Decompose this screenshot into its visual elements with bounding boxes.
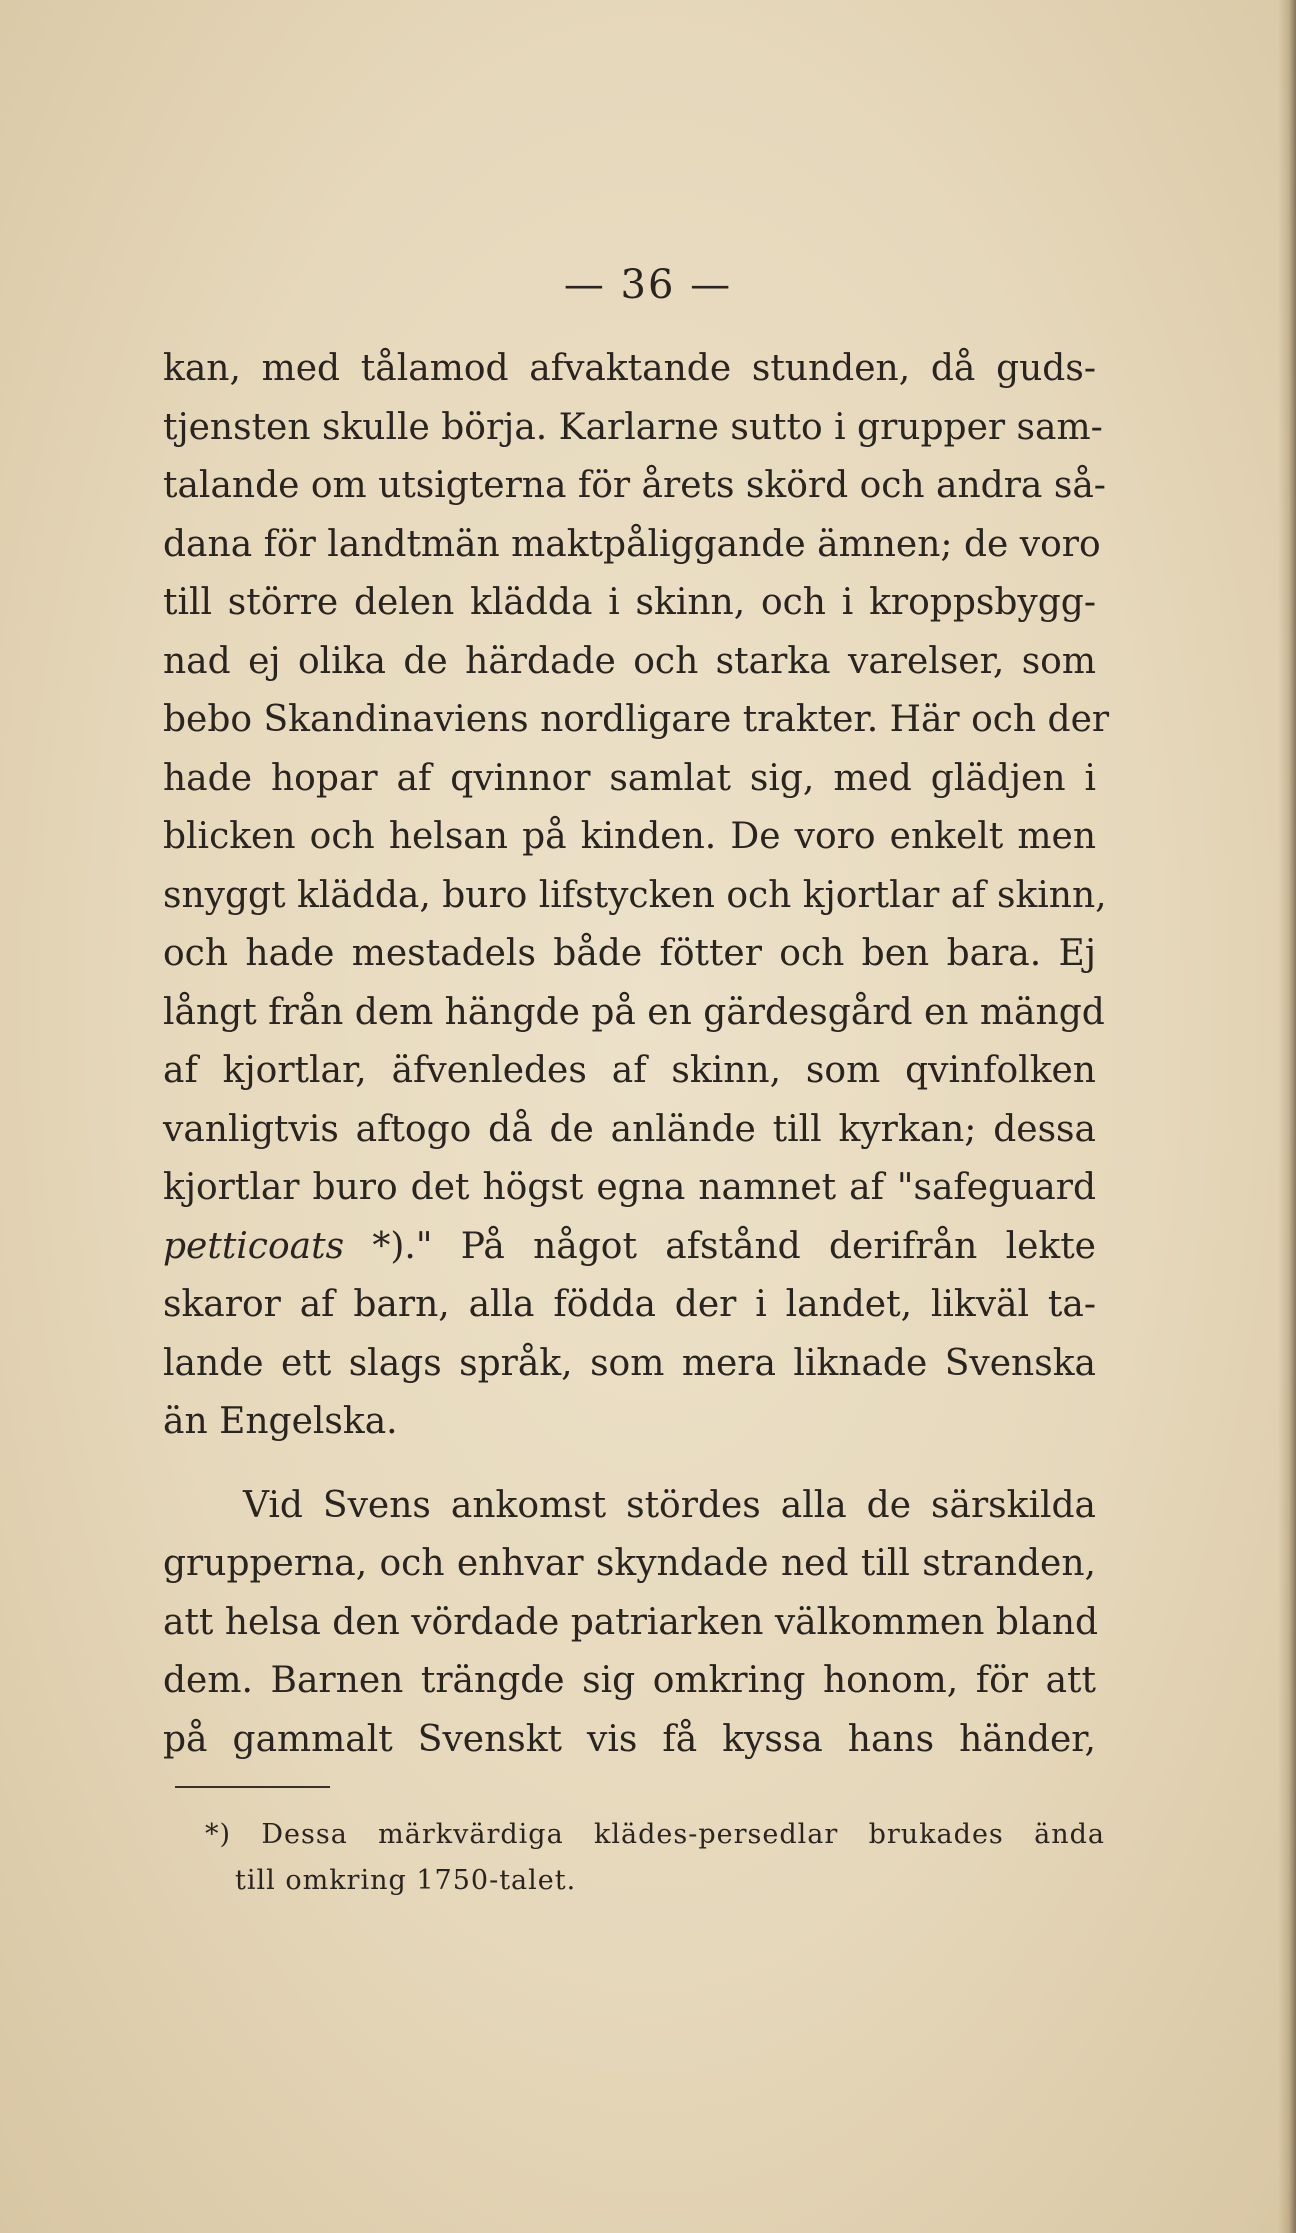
page-edge-shadow xyxy=(1278,0,1296,2233)
footnote-line: till omkring 1750-talet. xyxy=(235,1865,577,1896)
text-line: kan, med tålamod afvaktande stunden, då guds- xyxy=(163,348,1096,389)
text-line: långt från dem hängde på en gärdesgård en mängd xyxy=(163,991,1105,1033)
footnote xyxy=(205,1812,1105,1904)
text-line: tjensten skulle börja. Karlarne sutto i grupper sam- xyxy=(163,406,1103,448)
text-line: bebo Skandinaviens nordligare trakter. Här och der xyxy=(163,699,1110,740)
text-line-italic xyxy=(163,1218,1096,1277)
page-number: — 36 — xyxy=(563,262,733,308)
text-line: grupperna, och enhvar skyndade ned till stranden, xyxy=(163,1543,1096,1584)
text-line: blicken och helsan på kinden. De voro enkelt men xyxy=(163,816,1096,857)
text-line: på gammalt Svenskt vis få kyssa hans händer, xyxy=(163,1718,1096,1760)
text-line: och hade mestadels både fötter och ben bara. Ej xyxy=(163,933,1096,974)
text-line: hade hopar af qvinnor samlat sig, med glädjen i xyxy=(163,757,1096,799)
text-line: dana för landtmän maktpåliggande ämnen; de voro xyxy=(163,523,1101,565)
footnote-line: *) Dessa märkvärdiga klädes-persedlar brukades ända xyxy=(205,1819,1105,1850)
italic-phrase: petticoats xyxy=(163,1225,345,1267)
text-line: vanligtvis aftogo då de anlände till kyrkan; dessa xyxy=(163,1108,1096,1150)
text-line: dem. Barnen trängde sig omkring honom, för att xyxy=(163,1660,1096,1701)
paragraph-1 xyxy=(163,340,1110,1452)
text-line: skaror af barn, alla födda der i landet, likväl ta- xyxy=(163,1284,1096,1325)
body-text xyxy=(163,340,1110,1769)
text-line: snyggt klädda, buro lifstycken och kjortlar af skinn, xyxy=(163,874,1107,916)
text-line: än Engelska. xyxy=(163,1401,398,1442)
text-line: till större delen klädda i skinn, och i kroppsbygg- xyxy=(163,582,1096,623)
text-line: kjortlar buro det högst egna namnet af "safeguard xyxy=(163,1167,1096,1208)
footnote-rule xyxy=(175,1786,330,1788)
text-line: Vid Svens ankomst stördes alla de särskilda xyxy=(243,1484,1096,1526)
text-line: lande ett slags språk, som mera liknade Svenska xyxy=(163,1342,1096,1384)
text-line: talande om utsigterna för årets skörd och andra så- xyxy=(163,465,1106,506)
paragraph-2 xyxy=(163,1477,1099,1770)
line-rest: *)." På något afstånd derifrån lekte xyxy=(344,1225,1096,1267)
text-line: nad ej olika de härdade och starka varelser, som xyxy=(163,640,1096,682)
text-line: att helsa den vördade patriarken välkommen bland xyxy=(163,1601,1099,1643)
text-line: af kjortlar, äfvenledes af skinn, som qvinfolken xyxy=(163,1050,1096,1091)
paragraph-gap xyxy=(163,1452,1096,1477)
